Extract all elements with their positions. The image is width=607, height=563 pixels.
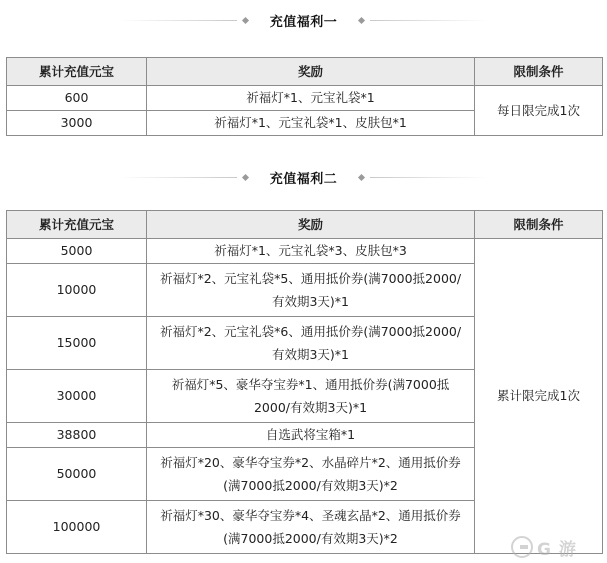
table-header-row <box>7 211 603 239</box>
diamond-ornament <box>358 173 365 180</box>
amount-cell: 100000 <box>7 501 147 554</box>
table-row <box>7 239 603 264</box>
amount-cell: 5000 <box>7 239 147 264</box>
watermark-text: G 游 <box>537 539 577 560</box>
amount-cell: 30000 <box>7 370 147 423</box>
table-header-row <box>7 58 603 86</box>
reward-cell: 祈福灯*5、豪华夺宝券*1、通用抵价券(满7000抵2000/有效期3天)*1 <box>147 370 475 423</box>
reward-cell: 祈福灯*2、元宝礼袋*5、通用抵价券(满7000抵2000/有效期3天)*1 <box>147 264 475 317</box>
g-logo-icon <box>511 536 533 558</box>
reward-cell: 自选武将宝箱*1 <box>147 423 475 448</box>
site-watermark <box>511 534 603 560</box>
diamond-ornament <box>242 173 249 180</box>
amount-cell: 38800 <box>7 423 147 448</box>
divider-line <box>370 20 488 21</box>
reward-cell: 祈福灯*1、元宝礼袋*1 <box>147 86 475 111</box>
table-row <box>7 86 603 111</box>
reward-cell: 祈福灯*1、元宝礼袋*3、皮肤包*3 <box>147 239 475 264</box>
header-condition: 限制条件 <box>475 58 603 86</box>
header-reward: 奖励 <box>147 58 475 86</box>
recharge-benefit-table-2 <box>6 210 603 554</box>
amount-cell: 600 <box>7 86 147 111</box>
reward-cell: 祈福灯*1、元宝礼袋*1、皮肤包*1 <box>147 111 475 136</box>
section-2-heading <box>0 167 607 187</box>
condition-cell: 累计限完成1次 <box>475 239 603 554</box>
diamond-ornament <box>358 16 365 23</box>
header-amount: 累计充值元宝 <box>7 58 147 86</box>
reward-cell: 祈福灯*30、豪华夺宝券*4、圣魂玄晶*2、通用抵价券(满7000抵2000/有效期3天)*2 <box>147 501 475 554</box>
recharge-benefit-table-1 <box>6 57 603 136</box>
header-condition: 限制条件 <box>475 211 603 239</box>
amount-cell: 3000 <box>7 111 147 136</box>
section-1-title: 充值福利一 <box>269 14 338 30</box>
header-reward: 奖励 <box>147 211 475 239</box>
section-2-title: 充值福利二 <box>269 171 338 187</box>
amount-cell: 50000 <box>7 448 147 501</box>
divider-line <box>370 177 488 178</box>
divider-line <box>119 20 237 21</box>
header-amount: 累计充值元宝 <box>7 211 147 239</box>
diamond-ornament <box>242 16 249 23</box>
amount-cell: 15000 <box>7 317 147 370</box>
divider-line <box>119 177 237 178</box>
reward-cell: 祈福灯*2、元宝礼袋*6、通用抵价券(满7000抵2000/有效期3天)*1 <box>147 317 475 370</box>
reward-cell: 祈福灯*20、豪华夺宝券*2、水晶碎片*2、通用抵价券(满7000抵2000/有效期3天)*2 <box>147 448 475 501</box>
condition-cell: 每日限完成1次 <box>475 86 603 136</box>
amount-cell: 10000 <box>7 264 147 317</box>
section-1-heading <box>0 10 607 30</box>
